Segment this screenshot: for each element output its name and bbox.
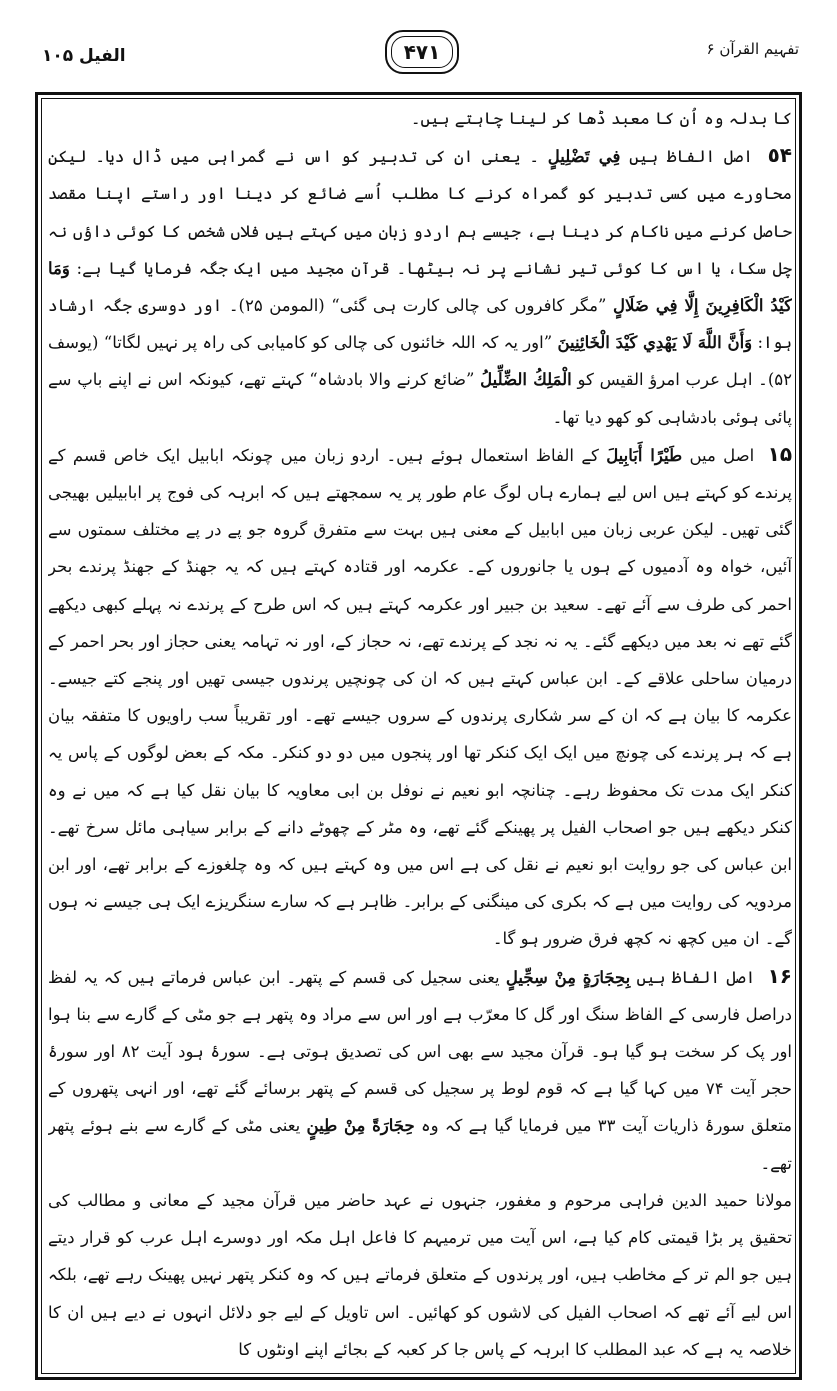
surah-label: الفیل ۱۰۵ <box>42 46 126 66</box>
note-6-text-c: یعنی مٹی کے گارے سے بنے ہوئے پتھر تھے۔ <box>48 1116 792 1173</box>
note-6-number: ١۶ <box>767 963 792 988</box>
note-4-arabic-a: فِي تَضْلِيلٍ <box>547 147 621 167</box>
note-6-text-a: اصل الفاظ ہیں <box>636 967 756 987</box>
note-5-arabic-a: طَيْرًا أَبَابِيلَ <box>606 445 683 465</box>
closing-text: مولانا حمید الدین فراہی مرحوم و مغفور، جنہوں نے عہد حاضر میں قرآن مجید کے معانی و مطالب کی تحقیق پر بڑا قیمتی کام کیا ہے، اس آیت میں ترمیہم کا فاعل اہل مکہ اور دوسرے اہل عرب کو قرار دیتے ہیں جو الم تر کے مخاطب ہیں، اور پرندوں کے متعلق فرماتے ہیں کہ وہ کنکر پتھر نہیں پھینک رہے تھے، بلکہ اس لیے آئے تھے کہ اصحاب الفیل کی لاشوں کو کھائیں۔ اس تاویل کے لیے جو دلائل انہوں نے دیے ہیں ان کا خلاصہ یہ ہے کہ عبد المطلب کا ابرہہ کے پاس جا کر کعبہ کے بجائے اپنے اونٹوں کا <box>48 1190 792 1359</box>
closing-paragraph <box>48 1182 792 1368</box>
note-6-arabic-a: بِحِجَارَةٍ مِنْ سِجِّيلٍ <box>505 967 631 987</box>
note-4-number: ٥۴ <box>767 143 792 168</box>
note-5-text-b: کے الفاظ استعمال ہوئے ہیں۔ اردو زبان میں چونکہ ابابیل ایک خاص قسم کے پرندے کو کہتے ہیں اس لیے ہمارے ہاں لوگ عام طور پر یہ سمجھتے ہیں کہ ابرہہ کی فوج پر ابابیلیں بھیجی گئی تھیں۔ لیکن عربی زبان میں ابابیل کے معنی ہیں بہت سے متفرق گروہ جو پے در پے مختلف سمتوں سے آئیں، خواہ وہ آدمیوں کے ہوں یا جانوروں کے۔ عکرمہ اور قتادہ کہتے ہیں کہ یہ جھنڈ کے جھنڈ پرندے بحر احمر کی طرف سے آئے تھے۔ سعید بن جبیر اور عکرمہ کہتے ہیں کہ اس طرح کے پرندے نہ پہلے کبھی دیکھے گئے تھے نہ بعد میں دیکھے گئے۔ یہ نہ نجد کے پرندے تھے، نہ حجاز کے، اور نہ تہامہ یعنی حجاز اور بحر احمر کے درمیان ساحلی علاقے کے۔ ابن عباس کہتے ہیں کہ ان کی چونچیں پرندوں جیسی تھیں اور پنجے کتے جیسے۔ عکرمہ کا بیان ہے کہ ان کے سر شکاری پرندوں کے سروں جیسے تھے۔ اور تقریباً سب راویوں کا متفقہ بیان ہے کہ ہر پرندے کی چونچ میں ایک ایک کنکر تھا اور پنجوں میں دو دو کنکر۔ مکہ کے بعض لوگوں کے پاس یہ کنکر ایک مدت تک محفوظ رہے۔ چنانچہ ابو نعیم نے نوفل بن ابی معاویہ کا بیان نقل کیا ہے کہ میں نے وہ کنکر دیکھے ہیں جو اصحاب الفیل پر پھینکے گئے تھے، وہ مٹر کے چھوٹے دانے کے برابر سیاہی مائل سرخ تھے۔ ابن عباس کی جو روایت ابو نعیم نے نقل کی ہے اس میں وہ کہتے ہیں کہ وہ چلغوزے کے برابر تھے، اور ابن مردویہ کی روایت میں ہے کہ بکری کی مینگنی کے برابر۔ ظاہر ہے کہ سارے سنگریزے ایک ہی جیسے نہ ہوں گے۔ ان میں کچھ نہ کچھ فرق ضرور ہو گا۔ <box>48 445 792 949</box>
note-4-arabic-d: الْمَلِكُ الضِّلِّيلُ <box>480 370 572 390</box>
intro-text: کا بدلہ وہ اُن کا معبد ڈھا کر لینا چاہتے ہیں۔ <box>410 109 792 128</box>
note-5-number: ١۵ <box>767 441 792 466</box>
page-body <box>48 100 792 1375</box>
note-4-text-c: ”مگر کافروں کی چالی کارت ہی گئی“ (المومن ۲۵)۔ اور دوسری جگہ ارشاد ہوا: <box>48 296 792 353</box>
note-4-text-b: ۔ یعنی ان کی تدبیر کو اس نے گمراہی میں ڈال دیا۔ لیکن محاورے میں کسی تدبیر کو گمراہ کرنے کا مطلب اُسے ضائع کر دینا اور راستے اپنا مقصد حاصل کرنے میں ناکام کر دینا ہے، جیسے ہم اردو زبان میں کہتے ہیں فلاں شخص کا کوئی داؤں نہ چل سکا، یا اس کا کوئی تیر نشانے پر نہ بیٹھا۔ قرآن مجید میں ایک جگہ فرمایا گیا ہے: <box>48 147 792 278</box>
intro-line <box>48 100 792 137</box>
note-6 <box>48 958 792 1182</box>
note-4-text-a: اصل الفاظ ہیں <box>629 147 753 167</box>
note-4-text-e: ”ضائع کرنے والا بادشاہ“ کہتے تھے، کیونکہ اس نے اپنے باپ سے پائی ہوئی بادشاہی کو کھو دیا تھا۔ <box>48 370 792 427</box>
note-6-text-b: یعنی سجیل کی قسم کے پتھر۔ ابن عباس فرماتے ہیں کہ یہ لفظ دراصل فارسی کے الفاظ سنگ اور گل کا معرّب ہے اور اس سے مراد وہ پتھر ہے جو مٹی کے گارے سے بنا ہوا اور پک کر سخت ہو گیا ہو۔ قرآن مجید سے بھی اس کی تصدیق ہوتی ہے۔ سورۂ ہود آیت ۸۲ اور سورۂ حجر آیت ۷۴ میں کہا گیا ہے کہ قوم لوط پر سجیل کی قسم کے پتھر برسائے گئے تھے، اور انہی پتھروں کے متعلق سورۂ ذاریات آیت ۳۳ میں فرمایا گیا ہے کہ وہ <box>48 967 792 1136</box>
note-4-text-d: ”اور یہ کہ اللہ خائنوں کی چالی کو کامیابی کی راہ پر نہیں لگاتا“ (یوسف ۵۲)۔ اہل عرب امرؤ القیس کو <box>48 333 792 390</box>
note-5 <box>48 436 792 958</box>
page-number: ۴۷۱ <box>403 40 441 64</box>
page-header <box>0 0 837 92</box>
note-4-arabic-b: وَمَا كَيْدُ الْكَافِرِينَ إِلَّا فِي ضَلَالٍ <box>48 258 792 316</box>
note-5-text-a: اصل میں <box>689 445 755 465</box>
page-number-ornament <box>385 30 459 74</box>
note-4-arabic-c: وَأَنَّ اللَّهَ لَا يَهْدِي كَيْدَ الْخَائِنِينَ <box>557 333 753 353</box>
note-4 <box>48 137 792 436</box>
note-6-arabic-b: حِجَارَةً مِنْ طِينٍ <box>306 1116 415 1136</box>
book-title: تفہیم القرآن ۶ <box>706 40 799 58</box>
